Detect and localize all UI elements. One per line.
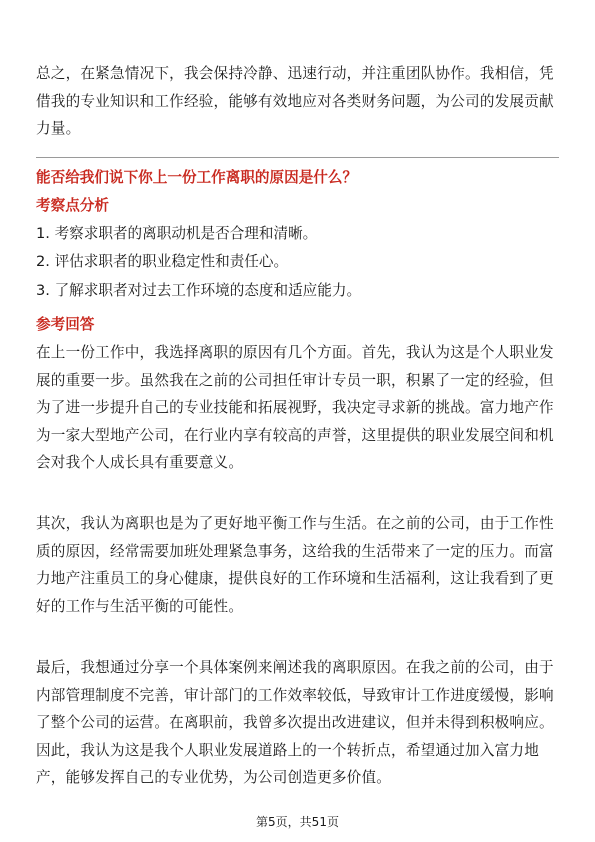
analysis-item: 3. 了解求职者对过去工作环境的态度和适应能力。 xyxy=(36,282,362,299)
answer-paragraph: 其次，我认为离职也是为了更好地平衡工作与生活。在之前的公司，由于工作性质的原因，经常需要加班处理紧急事务，这给我的生活带来了一定的压力。而富力地产注重员工的身心健康，提供良好的工作环境和生活福利，这让我看到了更好的工作与生活平衡的可能性。 xyxy=(36,515,554,615)
intro-paragraph: 总之，在紧急情况下，我会保持冷静、迅速行动，并注重团队协作。我相信，凭借我的专业知识和工作经验，能够有效地应对各类财务问题，为公司的发展贡献力量。 xyxy=(36,65,554,137)
analysis-heading: 考察点分析 xyxy=(36,197,109,214)
page-number: 第5页，共51页 xyxy=(256,815,339,829)
section-divider xyxy=(36,157,559,158)
answer-paragraph: 最后，我想通过分享一个具体案例来阐述我的离职原因。在我之前的公司，由于内部管理制度不完善，审计部门的工作效率较低，导致审计工作进度缓慢，影响了整个公司的运营。在离职前，我曾多次提出改进建议，但并未得到积极响应。因此，我认为这是我个人职业发展道路上的一个转折点，希望通过加入富力地产，能够发挥自己的专业优势，为公司创造更多价值。 xyxy=(36,659,554,786)
analysis-item: 1. 考察求职者的离职动机是否合理和清晰。 xyxy=(36,225,318,242)
analysis-item: 2. 评估求职者的职业稳定性和责任心。 xyxy=(36,253,289,270)
question-heading: 能否给我们说下你上一份工作离职的原因是什么？ xyxy=(36,169,358,186)
answer-heading: 参考回答 xyxy=(36,316,95,333)
answer-paragraph: 在上一份工作中，我选择离职的原因有几个方面。首先，我认为这是个人职业发展的重要一步。虽然我在之前的公司担任审计专员一职，积累了一定的经验，但为了进一步提升自己的专业技能和拓展视野，我决定寻求新的挑战。富力地产作为一家大型地产公司，在行业内享有较高的声誉，这里提供的职业发展空间和机会对我个人成长具有重要意义。 xyxy=(36,344,554,471)
